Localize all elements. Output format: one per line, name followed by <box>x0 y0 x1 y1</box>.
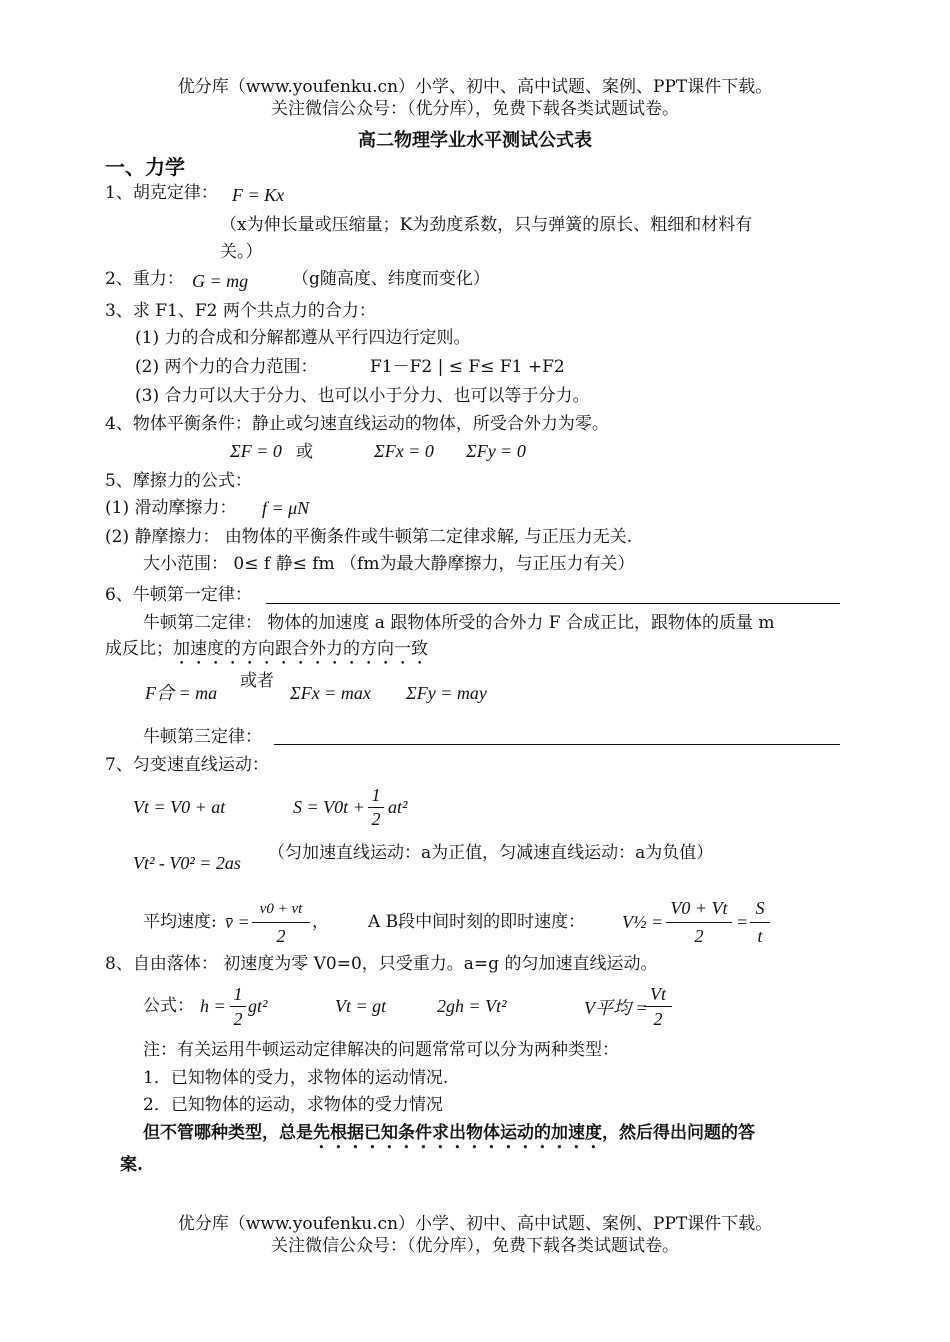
item-5-a: (1) 滑动摩擦力： <box>105 498 237 518</box>
equilibrium-formula-3: ΣFy = 0 <box>466 441 526 461</box>
free-fall-vavg-den: 2 <box>653 1009 663 1029</box>
free-fall-velocity: Vt = gt <box>335 996 387 1016</box>
newton-first-blank <box>266 603 840 604</box>
midpoint-velocity-label: A B段中间时刻的即时速度： <box>368 912 586 932</box>
gravity-formula: G = mg <box>192 271 249 291</box>
header-line-1: 优分库（www.youfenku.cn）小学、初中、高中试题、案例、PPT课件下载。 <box>177 77 773 97</box>
midpoint-velocity-num-2: S <box>755 898 765 918</box>
newton-third-blank <box>274 744 840 745</box>
free-fall-h-rest: gt² <box>248 996 268 1016</box>
displacement-frac-den: 2 <box>371 809 381 829</box>
item-5-label: 5、摩擦力的公式： <box>105 471 252 491</box>
equals: = <box>736 912 749 932</box>
newton-second-formula-2: ΣFx = max <box>290 683 371 703</box>
note-bold-line-2: 案. <box>120 1155 143 1175</box>
item-3-a: (1) 力的合成和分解都遵从平行四边行定则。 <box>135 328 471 348</box>
footer-line-1: 优分库（www.youfenku.cn）小学、初中、高中试题、案例、PPT课件下载。 <box>177 1214 773 1234</box>
header-line-2: 关注微信公众号：（优分库），免费下载各类试题试卷。 <box>271 99 679 119</box>
free-fall-vavg-bar <box>644 1006 672 1007</box>
free-fall-h-den: 2 <box>233 1009 243 1029</box>
item-7-label: 7、匀变速直线运动： <box>105 755 269 775</box>
note-heading: 注：有关运用牛顿运动定律解决的问题常常可以分为两种类型： <box>143 1040 619 1060</box>
displacement-formula-a: S = V0t + <box>293 797 365 817</box>
comma: ， <box>312 912 329 932</box>
newton-second-b <box>105 638 428 669</box>
free-fall-formula-label: 公式： <box>143 996 194 1016</box>
average-velocity-label: 平均速度: <box>143 912 217 932</box>
velocity-formula: Vt = V0 + at <box>133 797 226 817</box>
hooke-formula: F = Kx <box>232 185 285 205</box>
item-3-c: (3) 合力可以大于分力、也可以小于分力、也可以等于分力。 <box>135 386 590 406</box>
equilibrium-formula-2: ΣFx = 0 <box>374 441 434 461</box>
newton-second-or: 或者 <box>240 671 274 691</box>
acceleration-sign-note: （匀加速直线运动：a为正值，匀减速直线运动：a为负值） <box>268 843 714 863</box>
free-fall-vavg-lhs: V平均 = <box>584 998 648 1018</box>
velocity-squared-formula: Vt² - V0² = 2as <box>133 853 241 873</box>
midpoint-velocity-den-1: 2 <box>694 926 704 946</box>
newton-second-a: 牛顿第二定律： 物体的加速度 a 跟物体所受的合外力 F 合成正比，跟物体的质量 m <box>143 613 775 633</box>
hooke-note-b: 关。） <box>220 242 263 262</box>
midpoint-velocity-bar-2 <box>750 922 770 923</box>
equilibrium-formula-1: ΣF = 0 <box>230 441 282 461</box>
item-4-label: 4、物体平衡条件：静止或匀速直线运动的物体，所受合外力为零。 <box>105 414 609 434</box>
newton-second-b-emphasis: 加速度的方向跟合外力的方向一致 <box>173 639 428 659</box>
average-velocity-lhs: v̄ = <box>225 912 250 932</box>
newton-second-b-plain: 成反比； <box>105 639 173 659</box>
midpoint-velocity-den-2: t <box>757 926 763 946</box>
displacement-frac-num: 1 <box>371 785 381 805</box>
footer-line-2: 关注微信公众号：（优分库），免费下载各类试题试卷。 <box>271 1236 679 1256</box>
average-velocity-num: v0 + vt <box>259 901 303 917</box>
free-fall-h-num: 1 <box>233 984 243 1004</box>
free-fall-h-lhs: h = <box>200 996 226 1016</box>
newton-third-label: 牛顿第三定律： <box>143 727 262 747</box>
item-2-label: 2、重力： <box>105 269 184 289</box>
static-friction-range: 大小范围： 0≤ f 静≤ fm （fm为最大静摩擦力，与正压力有关） <box>143 554 635 574</box>
free-fall-h-bar <box>230 1006 246 1007</box>
item-5-b: (2) 静摩擦力： 由物体的平衡条件或牛顿第二定律求解, 与正压力无关. <box>105 527 633 547</box>
note-bold-part-1: 但不管哪种类型，总是 <box>143 1123 313 1143</box>
note-bold-emphasis: 先根据已知条件求出物体运动的加速度 <box>313 1123 602 1143</box>
note-item-1: 1．已知物体的受力，求物体的运动情况. <box>143 1068 449 1088</box>
item-3-label: 3、求 F1、F2 两个共点力的合力： <box>105 301 376 321</box>
sliding-friction-formula: f = μN <box>262 498 310 518</box>
item-1-label: 1、胡克定律： <box>105 183 218 203</box>
midpoint-velocity-num-1: V0 + Vt <box>670 898 728 918</box>
newton-second-formula-1: F合 = ma <box>145 683 218 703</box>
average-velocity-bar <box>252 922 310 923</box>
note-item-2: 2．已知物体的运动，求物体的受力情况 <box>143 1095 443 1115</box>
note-bold-line-1 <box>143 1122 755 1153</box>
average-velocity-den: 2 <box>276 926 286 946</box>
midpoint-velocity-bar-1 <box>666 922 732 923</box>
free-fall-vavg-num: Vt <box>650 984 666 1004</box>
item-8-label: 8、自由落体： 初速度为零 V0=0，只受重力。a=g 的匀加速直线运动。 <box>105 954 658 974</box>
midpoint-velocity-lhs: V½ = <box>622 912 664 932</box>
page-title: 高二物理学业水平测试公式表 <box>358 130 592 151</box>
gravity-note: （g随高度、纬度而变化） <box>292 269 490 289</box>
equilibrium-or: 或 <box>296 442 313 462</box>
displacement-formula-b: at² <box>388 797 408 817</box>
section-heading-mechanics: 一、力学 <box>105 155 185 179</box>
newton-second-formula-3: ΣFy = may <box>406 683 487 703</box>
free-fall-2gh: 2gh = Vt² <box>437 996 507 1016</box>
hooke-note-a: （x为伸长量或压缩量；K为劲度系数，只与弹簧的原长、粗细和材料有 <box>220 215 753 235</box>
item-3-b: (2) 两个力的合力范围： <box>135 357 318 377</box>
note-bold-part-2: ，然后得出问题的答 <box>602 1123 755 1143</box>
item-6-label: 6、牛顿第一定律： <box>105 585 252 605</box>
resultant-range: F1－F2 | ≤ F≤ F1 +F2 <box>370 357 565 377</box>
